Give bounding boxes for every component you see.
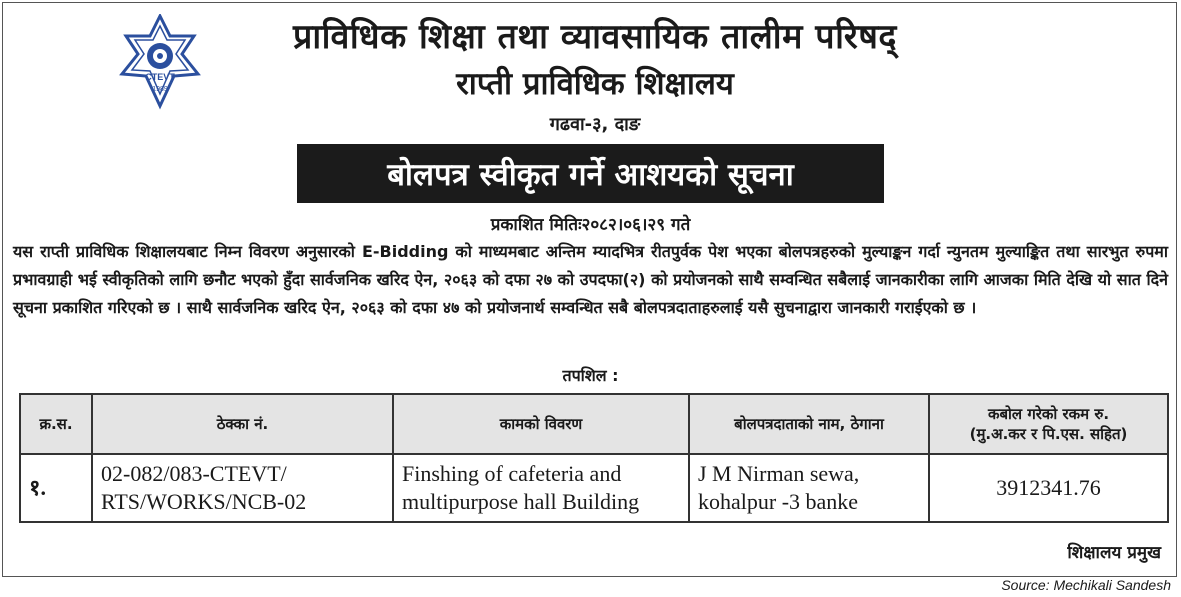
school-address: गढवा-३, दाङ	[549, 114, 641, 135]
notice-title: बोलपत्र स्वीकृत गर्ने आशयको सूचना	[387, 156, 794, 193]
bid-table	[19, 393, 1169, 523]
cell-bidder: J M Nirman sewa, kohalpur -3 banke	[689, 454, 929, 522]
cell-sn: १.	[20, 454, 92, 522]
header-amount	[929, 394, 1168, 454]
ctevt-star-emblem-icon	[118, 14, 202, 110]
notice-body: यस राप्ती प्राविधिक शिक्षालयबाट निम्न विवरण अनुसारको E-Bidding को माध्यमबाट अन्तिम म्यादभित्र रीतपुर्वक पेश भएका बोलपत्रहरुको मुल्याङ्कन गर्दा न्युनतम मुल्याङ्कित तथा सारभुत रुपमा प्रभावग्राही भई स्वीकृतिको लागि छनौट भएको हुँदा सार्वजनिक खरिद ऐन, २०६३ को दफा २७ को उपदफा(२) को प्रयोजनको साथै सम्वन्धित सबैलाई जानकारीका लागि आजका मिति देखि यो सात दिने सूचना प्रकाशित गरिएको छ । साथै सार्वजनिक खरिद ऐन, २०६३ को दफा ४७ को प्रयोजनार्थ सम्वन्धित सबै बोलपत्रदाताहरुलाई यसै सुचनाद्वारा जानकारी गराईएको छ ।	[13, 242, 1168, 317]
cell-contract-no: 02-082/083-CTEVT/ RTS/WORKS/NCB-02	[92, 454, 393, 522]
table-header-row	[20, 394, 1168, 454]
header-sn: क्र.स.	[20, 394, 92, 454]
school-name: राप्ती प्राविधिक शिक्षालय	[456, 66, 734, 102]
signature-title: शिक्षालय प्रमुख	[1067, 543, 1161, 563]
header-work-desc: कामको विवरण	[393, 394, 689, 454]
published-date: प्रकाशित मितिः२०८२।०६।२९ गते	[490, 215, 691, 235]
source-credit: Source: Mechikali Sandesh	[1001, 577, 1171, 593]
logo-year: 1989	[152, 86, 168, 93]
header-amount-line2: (मु.अ.कर र पि.एस. सहित)	[969, 425, 1128, 443]
notice-title-banner	[297, 144, 884, 203]
header-contract-no: ठेक्का नं.	[92, 394, 393, 454]
ctevt-logo	[118, 14, 202, 110]
cell-amount: 3912341.76	[929, 454, 1168, 522]
logo-text: CTEVT	[145, 72, 175, 82]
table-row	[20, 454, 1168, 522]
header-bidder: बोलपत्रदाताको नाम, ठेगाना	[689, 394, 929, 454]
header-amount-line1: कबोल गरेको रकम रु.	[987, 405, 1110, 423]
cell-work-desc: Finshing of cafeteria and multipurpose hall Building	[393, 454, 689, 522]
details-label: तपशिल :	[562, 366, 619, 385]
council-name: प्राविधिक शिक्षा तथा व्यावसायिक तालीम परिषद्	[293, 17, 897, 57]
